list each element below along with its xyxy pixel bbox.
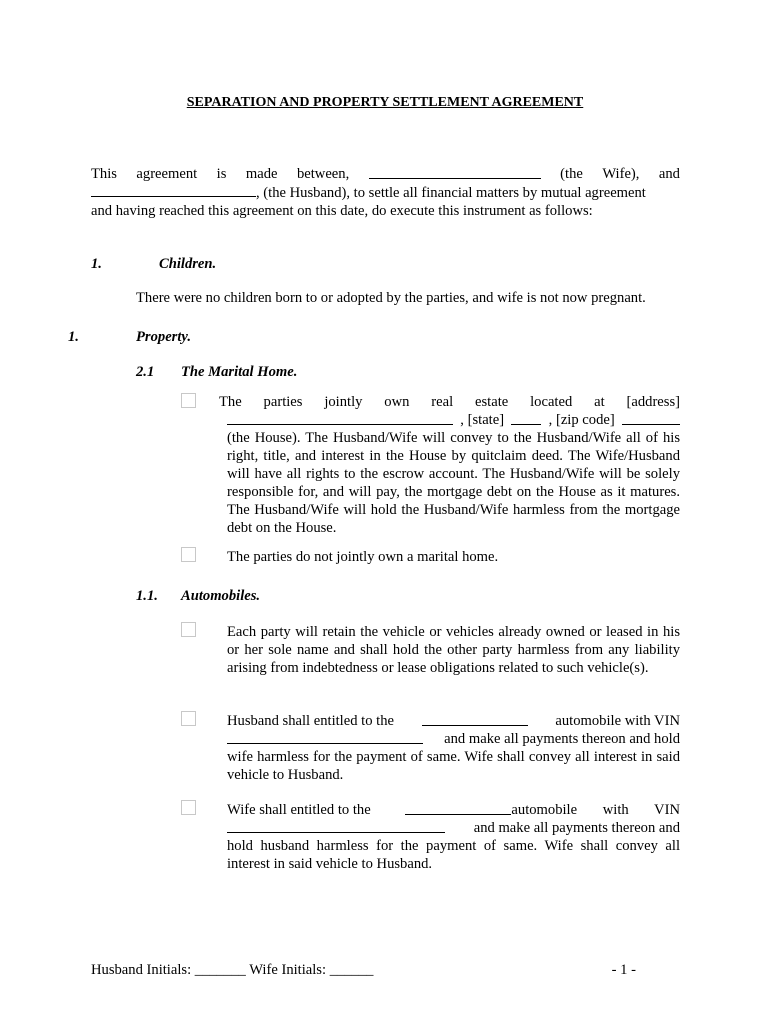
intro-word: made bbox=[245, 166, 278, 182]
zip-blank[interactable] bbox=[622, 411, 680, 425]
section-1-text: There were no children born to or adopted by the parties, and wife is not now pregnant. bbox=[136, 290, 646, 306]
subsection-2-1-number: 2.1 bbox=[136, 364, 155, 380]
intro-word: and bbox=[658, 166, 680, 182]
marital-home-own-checkbox[interactable] bbox=[181, 393, 196, 408]
intro-word: is bbox=[216, 166, 227, 182]
document-title: SEPARATION AND PROPERTY SETTLEMENT AGREEMENT bbox=[186, 95, 584, 110]
auto-retain-option: Each party will retain the vehicle or vehicles already owned or leased in his or her sole name and shall hold the other party harmless from any liability arising from indebtedness or lease obligations related to such vehicle(s). bbox=[227, 624, 680, 676]
auto-wife-text-d: hold husband harmless for the payment of same. Wife shall convey all interest in said vehicle to Husband. bbox=[227, 838, 680, 872]
address-blank[interactable] bbox=[227, 411, 453, 425]
intro-word: between, bbox=[296, 166, 350, 182]
intro-word: This bbox=[91, 166, 117, 182]
marital-home-own-text: (the House). The Husband/Wife will convey to the Husband/Wife all of his right, title, and interest in the House by quitclaim deed. The Wife/Husband will have all rights to the escrow account. The Husband/Wife will be solely responsible for, and will pay, the mortgage debt on the House as it matures. The Husband/Wife will hold the Husband/Wife harmless from the mortgage debt on the House. bbox=[227, 430, 680, 536]
intro-word: Wife), bbox=[602, 166, 640, 182]
auto-husband-option bbox=[227, 712, 680, 784]
intro-line-3: and having reached this agreement on this date, do execute this instrument as follows: bbox=[91, 203, 593, 219]
auto-husband-checkbox[interactable] bbox=[181, 711, 196, 726]
intro-line-1 bbox=[91, 165, 680, 183]
auto-husband-line-2 bbox=[227, 730, 680, 748]
auto-wife-line-2 bbox=[227, 819, 680, 837]
intro-paragraph bbox=[91, 165, 680, 220]
husband-vin-blank[interactable] bbox=[227, 730, 423, 744]
auto-husband-text-d: wife harmless for the payment of same. Wife shall convey all interest in said vehicle to Husband. bbox=[227, 749, 680, 783]
page-number: - 1 - bbox=[611, 962, 636, 978]
state-label: , [state] bbox=[460, 412, 505, 428]
section-2-heading: Property. bbox=[136, 329, 191, 345]
intro-word: agreement bbox=[136, 166, 198, 182]
auto-wife-checkbox[interactable] bbox=[181, 800, 196, 815]
marital-home-own-option: The parties jointly own real estate located at [address] bbox=[219, 394, 680, 410]
auto-husband-text-a: Husband shall entitled to the bbox=[227, 713, 394, 729]
subsection-automobiles-heading: Automobiles. bbox=[181, 588, 261, 604]
intro-line-2-text: , (the Husband), to settle all financial matters by mutual agreement bbox=[256, 185, 646, 201]
auto-husband-line-1 bbox=[227, 712, 680, 730]
auto-wife-text-a: Wife shall entitled to the bbox=[227, 802, 371, 818]
auto-wife-blank-group bbox=[405, 801, 680, 819]
initials-line: Husband Initials: _______ Wife Initials: ______ bbox=[91, 962, 374, 978]
section-2-number: 1. bbox=[68, 329, 79, 345]
section-1-heading: Children. bbox=[159, 256, 217, 272]
auto-wife-text-b: automobile with VIN bbox=[511, 802, 680, 818]
section-1-number: 1. bbox=[91, 256, 102, 272]
subsection-2-1-heading: The Marital Home. bbox=[181, 364, 298, 380]
auto-wife-option bbox=[227, 801, 680, 873]
zip-label: , [zip code] bbox=[548, 412, 615, 428]
page-footer bbox=[91, 961, 636, 979]
husband-name-blank[interactable] bbox=[91, 183, 256, 197]
wife-vin-blank[interactable] bbox=[227, 819, 445, 833]
auto-husband-text-b: automobile with VIN bbox=[555, 713, 680, 729]
auto-wife-text-c: and make all payments thereon and bbox=[473, 820, 680, 836]
intro-word: (the bbox=[560, 166, 583, 182]
husband-auto-blank[interactable] bbox=[422, 712, 528, 726]
auto-husband-text-c: and make all payments thereon and hold bbox=[444, 731, 680, 747]
intro-line-2 bbox=[91, 183, 680, 202]
marital-home-none-checkbox[interactable] bbox=[181, 547, 196, 562]
auto-wife-line-1 bbox=[227, 801, 680, 819]
auto-retain-checkbox[interactable] bbox=[181, 622, 196, 637]
marital-home-address-line bbox=[227, 411, 680, 429]
wife-auto-blank[interactable] bbox=[405, 801, 511, 815]
marital-home-none-option: The parties do not jointly own a marital home. bbox=[227, 549, 499, 565]
subsection-automobiles-number: 1.1. bbox=[136, 588, 158, 604]
state-blank[interactable] bbox=[511, 411, 541, 425]
wife-name-blank[interactable] bbox=[369, 165, 541, 179]
